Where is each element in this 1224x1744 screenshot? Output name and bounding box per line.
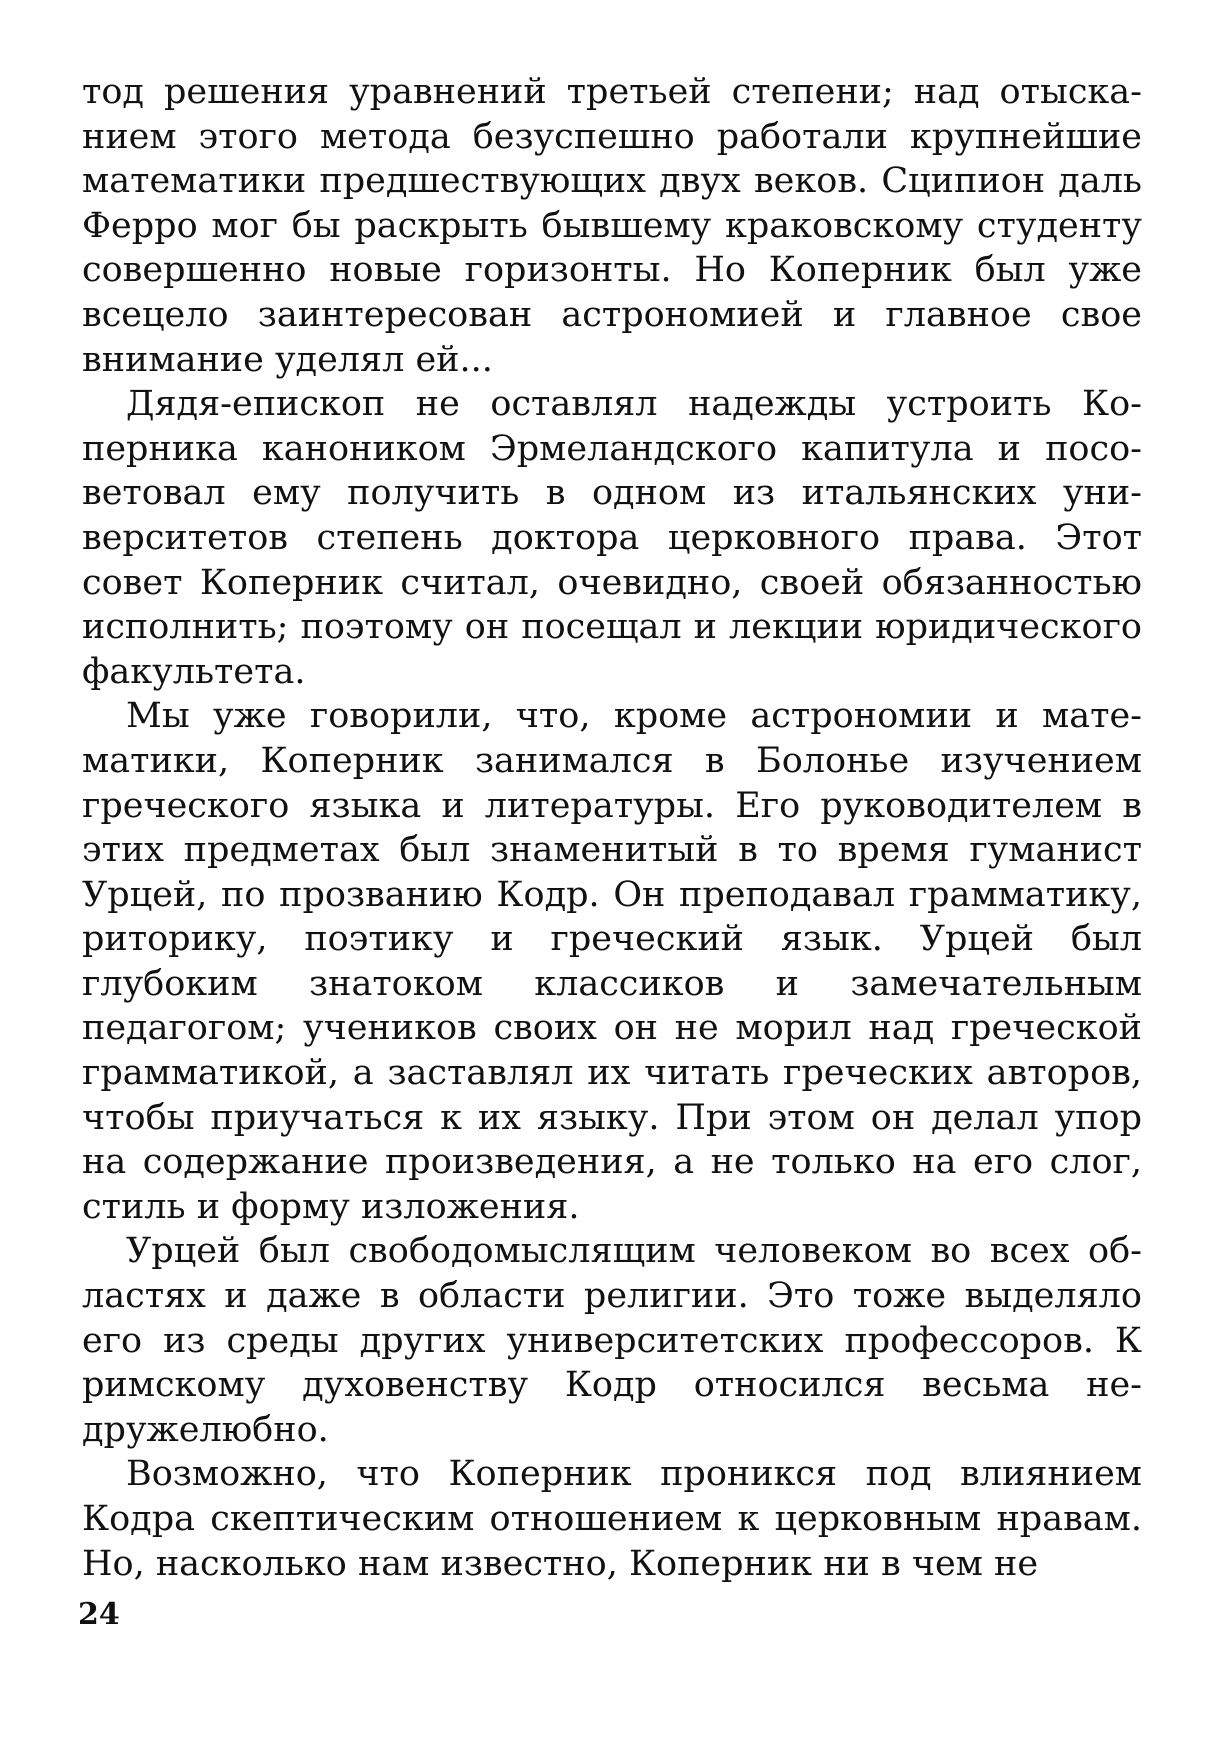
paragraph: Мы уже говорили, что, кроме астрономии и математики, Коперник занимался в Болонье изучением греческого языка и литературы. Его руководителем в этих предметах был знаменитый в то время гуманист Урцей, по прозванию Кодр. Он преподавал грамматику, риторику, поэтику и греческий язык. Урцей был глубоким знатоком классиков и замечательным педагогом; учеников своих он не морил над греческой грамматикой, а заставлял их читать греческих авторов, чтобы приучаться к их языку. При этом он делал упор на содержание произведения, а не только на его слог, стиль и форму изложения. <box>82 696 1142 1227</box>
paragraph-continued: тод решения уравнений третьей степени; над отысканием этого метода безуспешно работали крупнейшие математики предшествующих двух веков. Сципион даль Ферро мог бы раскрыть бывшему краковскому студенту совершенно новые горизонты. Но Коперник был уже всецело заинтересован астрономией и главное свое внимание уделял ей... <box>82 72 1142 380</box>
body-text <box>82 70 1142 1586</box>
page-number: 24 <box>78 1597 120 1632</box>
paragraph: Дядя-епископ не оставлял надежды устроить Коперника каноником Эрмеландского капитула и посоветовал ему получить в одном из итальянских университетов степень доктора церковного права. Этот совет Коперник считал, очевидно, своей обязанностью исполнить; поэтому он посещал и лекции юридического факультета. <box>82 384 1142 692</box>
paragraph: Возможно, что Коперник проникся под влиянием Кодра скептическим отношением к церковным нравам. Но, насколько нам известно, Коперник ни в чем не <box>82 1454 1142 1584</box>
paragraph: Урцей был свободомыслящим человеком во всех областях и даже в области религии. Это тоже выделяло его из среды других университетских профессоров. К римскому духовенству Кодр относился весьма недружелюбно. <box>82 1231 1142 1450</box>
